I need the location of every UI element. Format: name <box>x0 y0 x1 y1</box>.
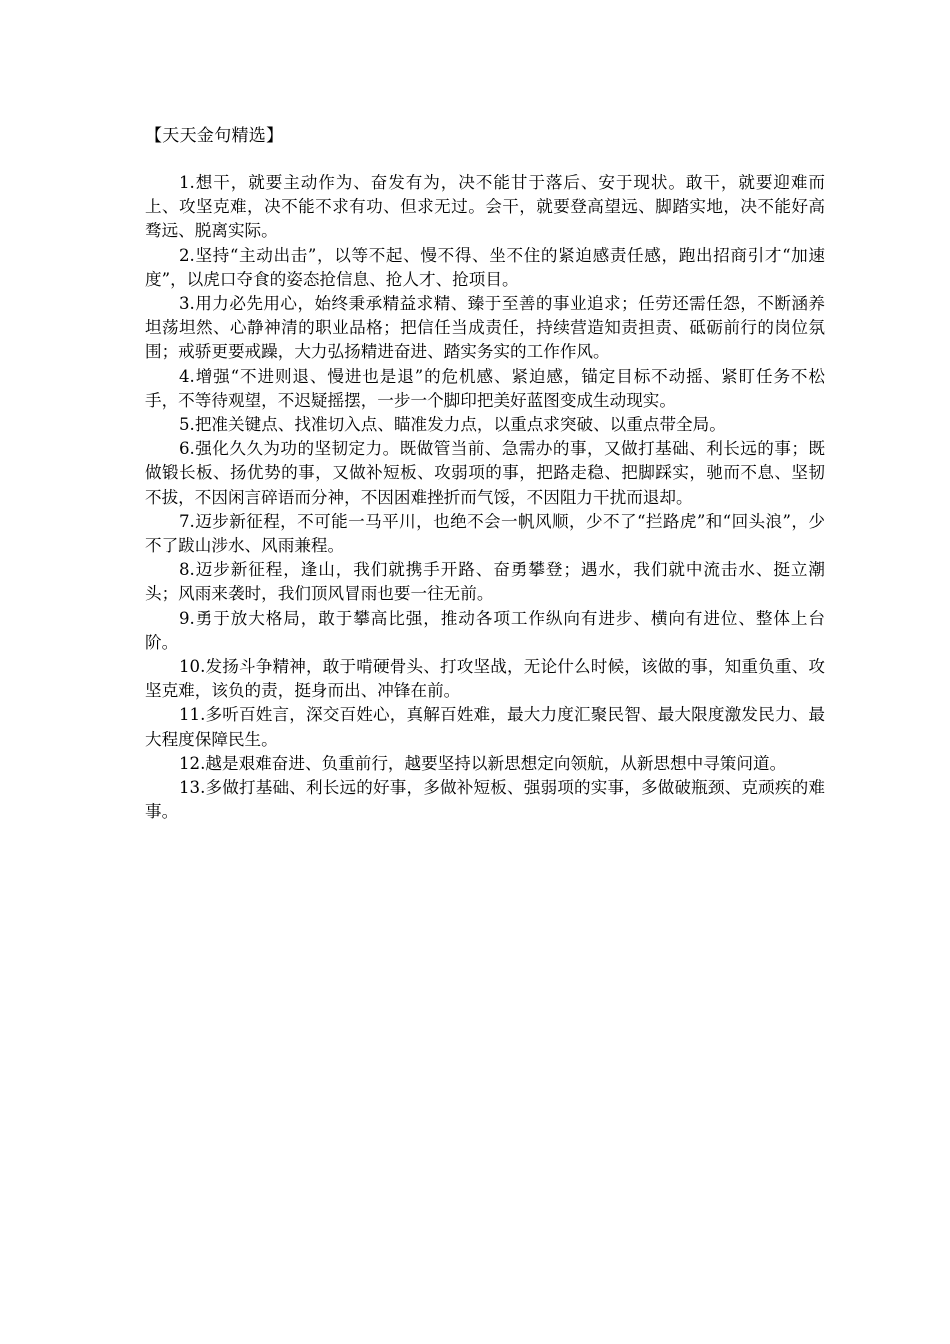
quote-paragraph-6: 6.强化久久为功的坚韧定力。既做管当前、急需办的事，又做打基础、利长远的事；既做锻长板、扬优势的事，又做补短板、攻弱项的事，把路走稳、把脚踩实，驰而不息、坚韧不拔，不因闲言碎语而分神，不因困难挫折而气馁，不因阻力干扰而退却。 <box>145 439 825 507</box>
document-page <box>145 124 825 824</box>
document-body <box>145 171 825 824</box>
quote-paragraph-12: 12.越是艰难奋进、负重前行，越要坚持以新思想定向领航，从新思想中寻策问道。 <box>179 753 787 773</box>
quote-paragraph-7: 7.迈步新征程，不可能一马平川，也绝不会一帆风顺，少不了“拦路虎”和“回头浪”，少不了跋山涉水、风雨兼程。 <box>145 511 825 556</box>
quote-paragraph-1: 1.想干，就要主动作为、奋发有为，决不能甘于落后、安于现状。敢干，就要迎难而上、攻坚克难，决不能不求有功、但求无过。会干，就要登高望远、脚踏实地，决不能好高骛远、脱离实际。 <box>145 173 825 241</box>
quote-paragraph-3: 3.用力必先用心，始终秉承精益求精、臻于至善的事业追求；任劳还需任怨，不断涵养坦荡坦然、心静神清的职业品格；把信任当成责任，持续营造知责担责、砥砺前行的岗位氛围；戒骄更要戒躁，大力弘扬精进奋进、踏实务实的工作作风。 <box>145 294 825 362</box>
quote-paragraph-10: 10.发扬斗争精神，敢于啃硬骨头、打攻坚战，无论什么时候，该做的事，知重负重、攻坚克难，该负的责，挺身而出、冲锋在前。 <box>145 657 825 701</box>
quote-paragraph-8: 8.迈步新征程，逢山，我们就携手开路、奋勇攀登；遇水，我们就中流击水、挺立潮头；风雨来袭时，我们顶风冒雨也要一往无前。 <box>145 560 825 604</box>
quote-paragraph-2: 2.坚持“主动出击”，以等不起、慢不得、坐不住的紧迫感责任感，跑出招商引才“加速度”，以虎口夺食的姿态抢信息、抢人才、抢项目。 <box>145 245 825 289</box>
document-title: 【天天金句精选】 <box>145 126 284 146</box>
quote-paragraph-9: 9.勇于放大格局，敢于攀高比强，推动各项工作纵向有进步、横向有进位、整体上台阶。 <box>145 608 825 652</box>
quote-paragraph-5: 5.把准关键点、找准切入点、瞄准发力点，以重点求突破、以重点带全局。 <box>179 415 726 435</box>
quote-paragraph-13: 13.多做打基础、利长远的好事，多做补短板、强弱项的实事，多做破瓶颈、克顽疾的难事。 <box>145 778 825 822</box>
quote-paragraph-4: 4.增强“不进则退、慢进也是退”的危机感、紧迫感，锚定目标不动摇、紧盯任务不松手，不等待观望，不迟疑摇摆，一步一个脚印把美好蓝图变成生动现实。 <box>145 366 825 410</box>
quote-paragraph-11: 11.多听百姓言，深交百姓心，真解百姓难，最大力度汇聚民智、最大限度激发民力、最大程度保障民生。 <box>145 705 825 749</box>
